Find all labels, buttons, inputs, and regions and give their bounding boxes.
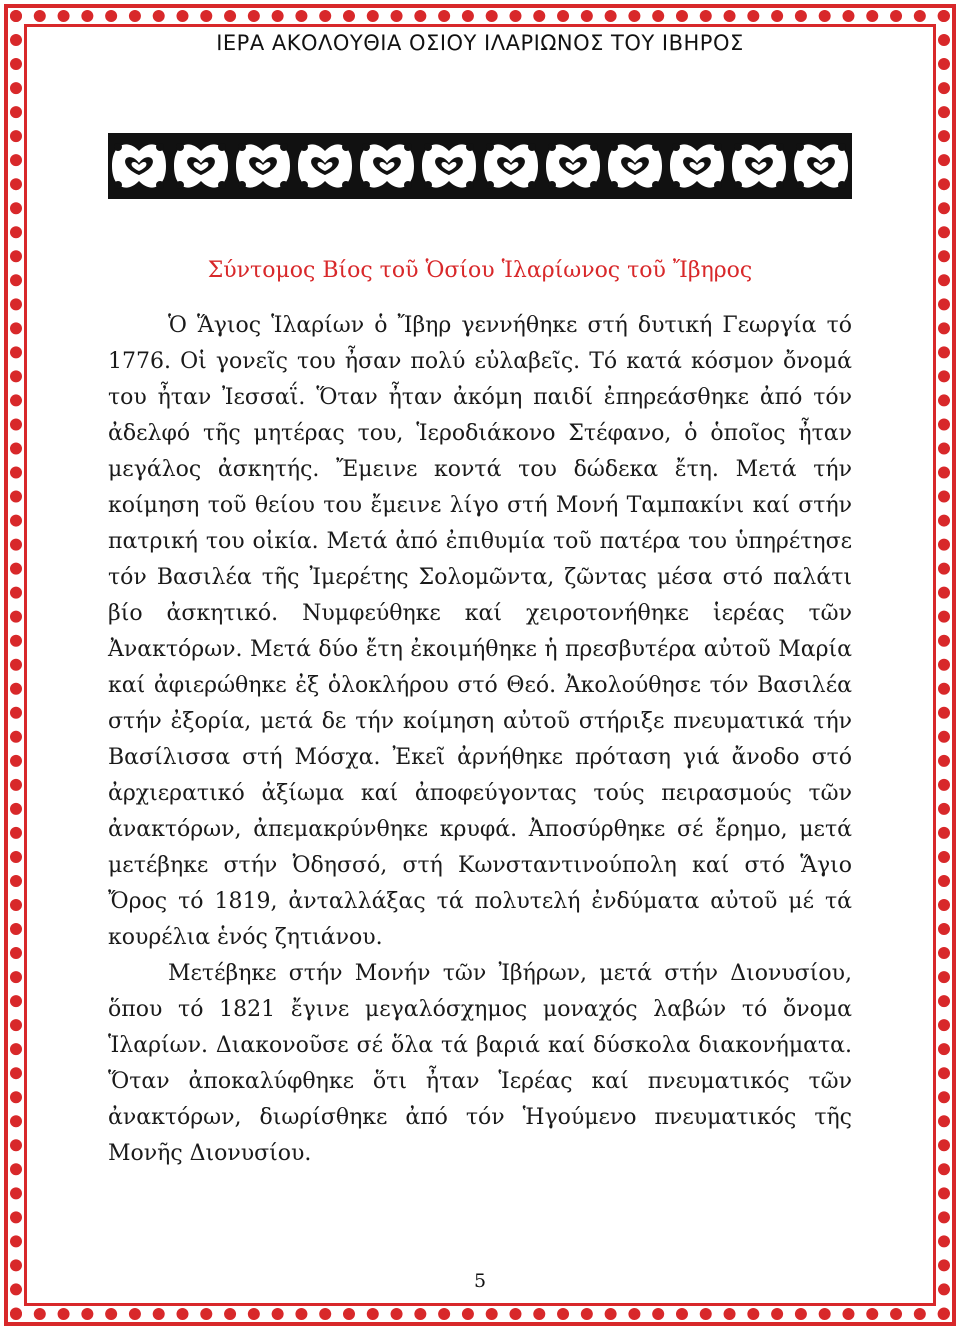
decorative-ornament-band xyxy=(108,133,852,199)
paragraph-2: Μετέβηκε στήν Μονήν τῶν Ἰβήρων, μετά στήν Διονυσίου, ὅπου τό 1821 ἔγινε μεγαλόσχημος μοναχός λαβών τό ὄνομα Ἱλαρίων. Διακονοῦσε σέ ὅλα τά βαριά καί δύσκολα διακονήματα. Ὅταν ἀποκαλύφθηκε ὅτι ἦταν Ἱερέας καί πνευματικός τῶν ἀνακτόρων, διωρίσθηκε ἀπό τόν Ἡγούμενο πνευματικός τῆς Μονῆς Διονυσίου. xyxy=(108,961,852,1166)
running-header: ΙΕΡΑ ΑΚΟΛΟΥΘΙΑ ΟΣΙΟΥ ΙΛΑΡΙΩΝΟΣ ΤΟΥ ΙΒΗΡΟΣ xyxy=(216,31,744,55)
section-heading: Σύντομος Βίος τοῦ Ὁσίου Ἱλαρίωνος τοῦ Ἴβηρος xyxy=(207,258,753,283)
body-text xyxy=(108,308,852,1172)
paragraph-1: Ὁ Ἅγιος Ἱλαρίων ὁ Ἴβηρ γεννήθηκε στή δυτική Γεωργία τό 1776. Οἱ γονεῖς του ἦσαν πολύ εὐλαβεῖς. Τό κατά κόσμον ὄνομά του ἦταν Ἰεσσαΐ. Ὅταν ἦταν ἀκόμη παιδί ἐπηρεάσθηκε ἀπό τόν ἀδελφό τῆς μητέρας του, Ἱεροδιάκονο Στέφανο, ὁ ὁποῖος ἦταν μεγάλος ἀσκητής. Ἔμεινε κοντά του δώδεκα ἔτη. Μετά τήν κοίμηση τοῦ θείου του ἔμεινε λίγο στή Μονή Ταμπακίνι καί στήν πατρική του οἰκία. Μετά ἀπό ἐπιθυμία τοῦ πατέρα του ὑπηρέτησε τόν Βασιλέα τῆς Ἰμερέτης Σολομῶντα, ζῶντας μέσα στό παλάτι βίο ἀσκητικό. Νυμφεύθηκε καί χειροτονήθηκε ἱερέας τῶν Ἀνακτόρων. Μετά δύο ἔτη ἐκοιμήθηκε ἡ πρεσβυτέρα αὐτοῦ Μαρία καί ἀφιερώθηκε ἐξ ὁλοκλήρου στό Θεό. Ἀκολούθησε τόν Βασιλέα στήν ἐξορία, μετά δε τήν κοίμηση αὐτοῦ στήριξε πνευματικά τήν Βασίλισσα στή Μόσχα. Ἐκεῖ ἀρνήθηκε πρόταση γιά ἄνοδο στό ἀρχιερατικό ἀξίωμα καί ἀποφεύγοντας τούς πειρασμούς τῶν ἀνακτόρων, ἀπεμακρύνθηκε κρυφά. Ἀποσύρθηκε σέ ἔρημο, μετά μετέβηκε στήν Ὀδησσό, στή Κωνσταντινούπολη καί στό Ἅγιο Ὄρος τό 1819, ἀνταλλάξας τά πολυτελή ἐνδύματα αὐτοῦ μέ τά κουρέλια ἑνός ζητιάνου. xyxy=(108,313,852,950)
page-number: 5 xyxy=(473,1270,487,1292)
